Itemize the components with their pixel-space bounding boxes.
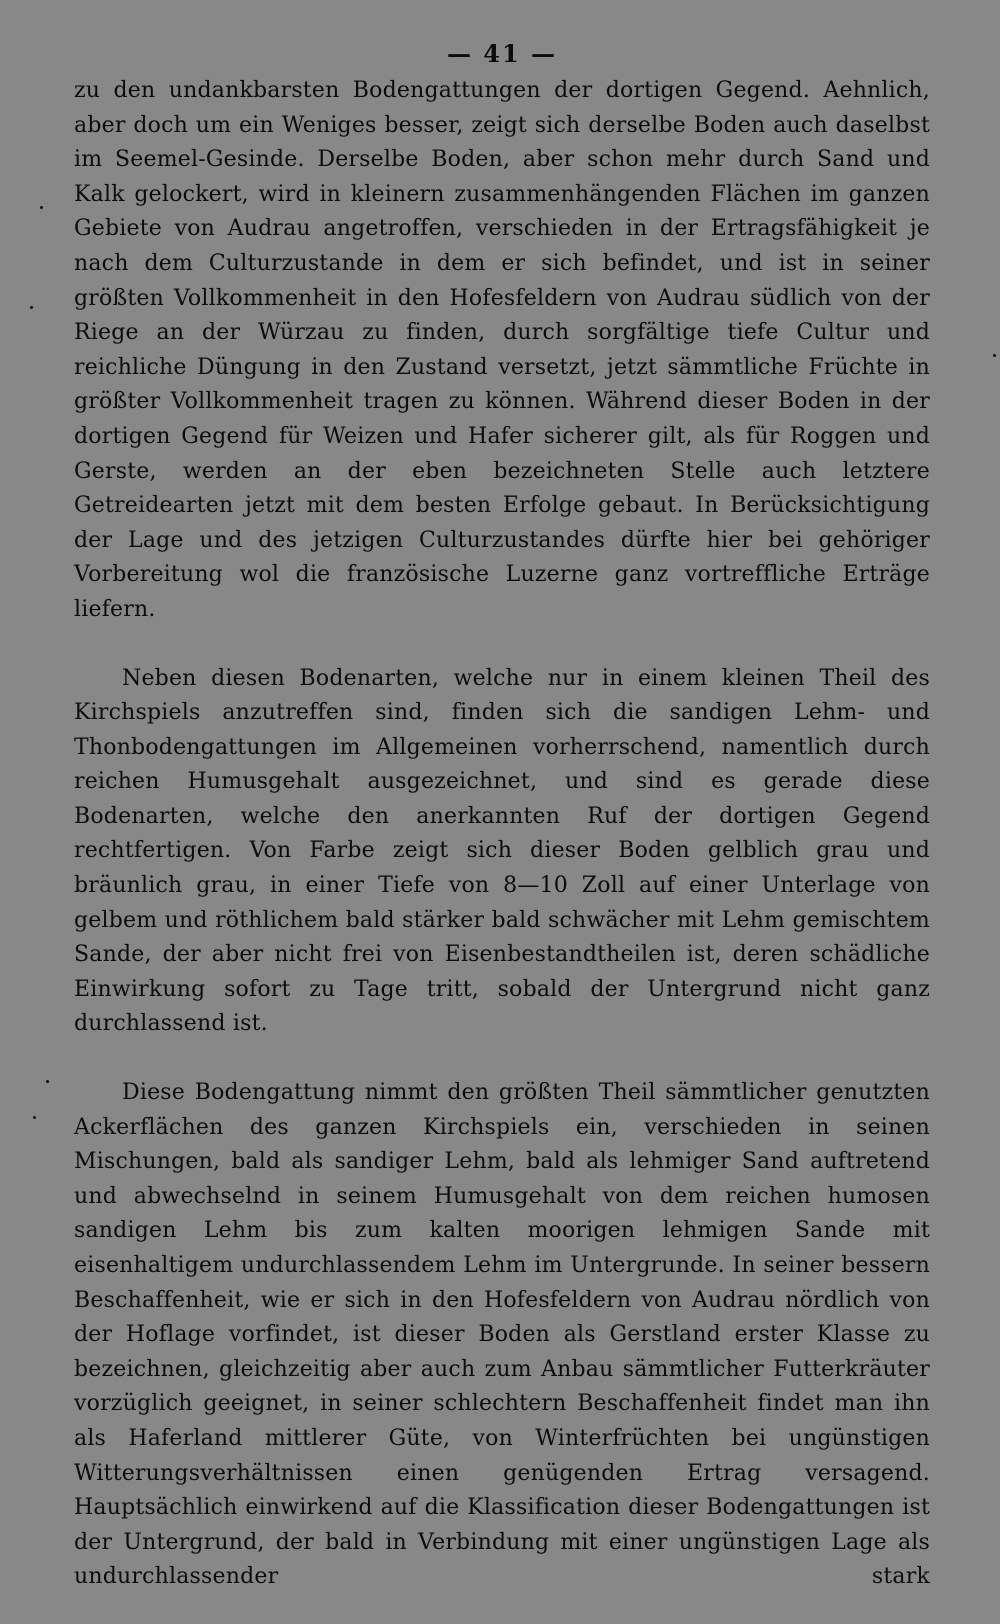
paragraph-2: Neben diesen Bodenarten, welche nur in einem kleinen Theil des Kirchspiels anzutreffen sind, finden sich die sandigen Lehm- und Thonbodengattungen im Allgemeinen vorherrschend, namentlich durch reichen Humusgehalt ausgezeichnet, und sind es gerade diese Bodenarten, welche den anerkannten Ruf der dortigen Gegend rechtfertigen. Von Farbe zeigt sich dieser Boden gelblich grau und bräunlich grau, in einer Tiefe von 8—10 Zoll auf einer Unterlage von gelbem und röthlichem bald stärker bald schwächer mit Lehm gemischtem Sande, der aber nicht frei von Eisenbestandtheilen ist, deren schädliche Einwirkung sofort zu Tage tritt, sobald der Untergrund nicht ganz durchlassend ist. bbox=[74, 665, 930, 1037]
print-speck bbox=[33, 1116, 36, 1119]
print-speck bbox=[30, 306, 33, 309]
page-number: — 41 — bbox=[446, 39, 558, 68]
print-speck bbox=[46, 1080, 49, 1083]
print-speck bbox=[40, 206, 43, 209]
print-speck bbox=[993, 354, 996, 357]
paragraph-1: zu den undankbarsten Bodengattungen der dortigen Gegend. Aehnlich, aber doch um ein Weniges besser, zeigt sich derselbe Boden auch daselbst im Seemel-Gesinde. Derselbe Boden, aber schon mehr durch Sand und Kalk gelockert, wird in kleinern zusammenhängenden Flächen im ganzen Gebiete von Audrau angetroffen, verschieden in der Ertragsfähigkeit je nach dem Culturzustande in dem er sich befindet, und ist in seiner größten Vollkommenheit in den Hofesfeldern von Audrau südlich von der Riege an der Würzau zu finden, durch sorgfältige tiefe Cultur und reichliche Düngung in den Zustand versetzt, jetzt sämmtliche Früchte in größter Vollkommenheit tragen zu können. Während dieser Boden in der dortigen Gegend für Weizen und Hafer sicherer gilt, als für Roggen und Gerste, werden an der eben bezeichneten Stelle auch letztere Getreidearten jetzt mit dem besten Erfolge gebaut. In Berücksichtigung der Lage und des jetzigen Culturzustandes dürfte hier bei gehöriger Vorbereitung wol die französische Luzerne ganz vortreffliche Erträge liefern. bbox=[74, 78, 930, 622]
paragraph-3: Diese Bodengattung nimmt den größten Theil sämmtlicher genutzten Ackerflächen des ganzen Kirchspiels ein, verschieden in seinen Mischungen, bald als sandiger Lehm, bald als lehmiger Sand auftretend und abwechselnd in seinem Humusgehalt von dem reichen humosen sandigen Lehm bis zum kalten moorigen lehmigen Sande mit eisenhaltigem undurchlassendem Lehm im Untergrunde. In seiner bessern Beschaffenheit, wie er sich in den Hofesfeldern von Audrau nördlich von der Hoflage vorfindet, ist dieser Boden als Gerstland erster Klasse zu bezeichnen, gleichzeitig aber auch zum Anbau sämmtlicher Futterkräuter vorzüglich geeignet, in seiner schlechtern Beschaffenheit findet man ihn als Haferland mittlerer Güte, von Winterfrüchten bei ungünstigen Witterungsverhältnissen einen genügenden Ertrag versagend. Hauptsächlich einwirkend auf die Klassification dieser Bodengattungen ist der Untergrund, der bald in Verbindung mit einer ungünstigen Lage als undurchlassender stark bbox=[74, 1080, 930, 1590]
